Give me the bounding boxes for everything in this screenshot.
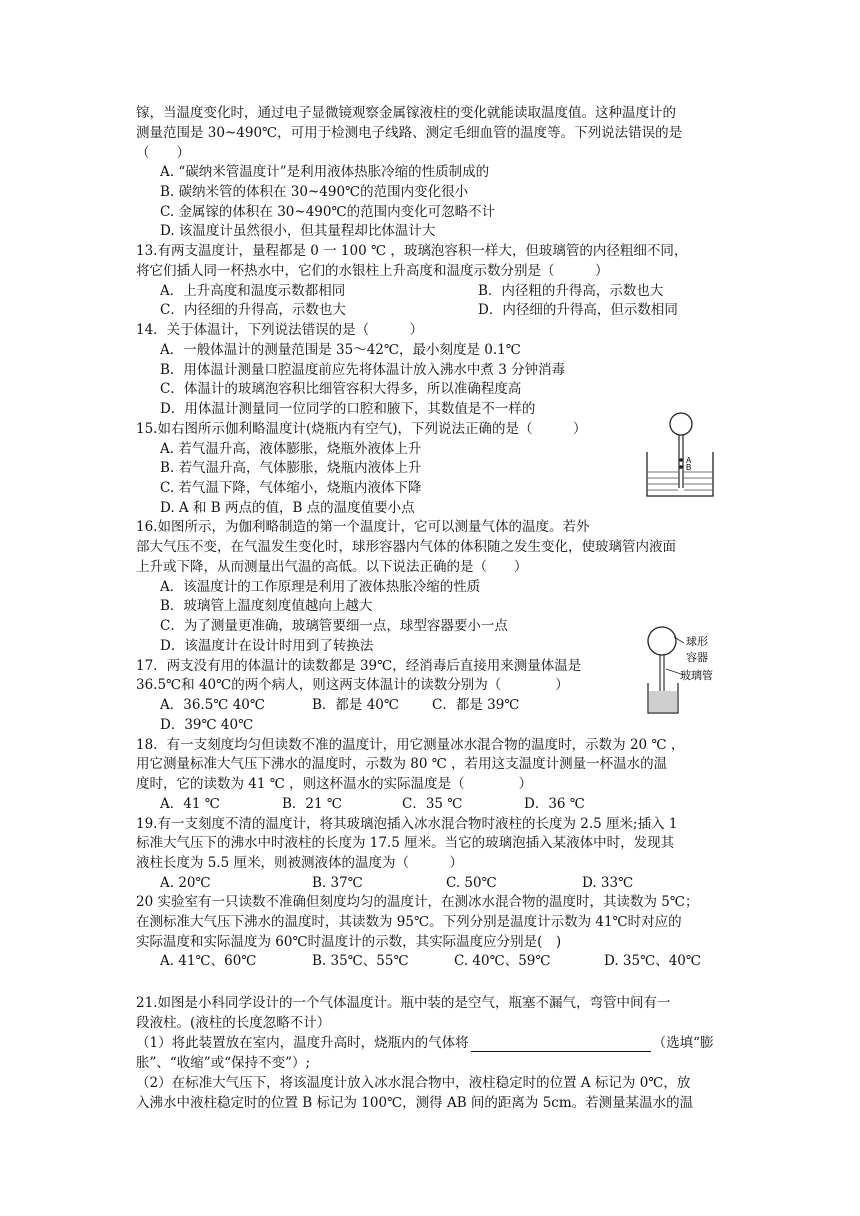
text-line: 实际温度和实际温度为 60℃时温度计的示数，其实际温度应分别是( ) <box>136 934 562 950</box>
label-container: 容器 <box>686 651 708 664</box>
question-21: 21.如图是小科同学设计的一个气体温度计。瓶中装的是空气，瓶塞不漏气，弯管中间有一 <box>136 995 671 1011</box>
text-line: 胀”、“收缩”或“保持不变”）; <box>136 1055 311 1071</box>
text-line: 镓，当温度变化时，通过电子显微镜观察金属镓液柱的变化就能读取温度值。这种温度计的 <box>136 105 676 121</box>
option-a: A. “碳纳米管温度计”是利用液体热胀冷缩的性质制成的 <box>160 164 490 180</box>
text-line: （2）在标准大气压下，将该温度计放入冰水混合物中，液柱稳定时的位置 A 标记为 0℃，放 <box>136 1075 691 1091</box>
question-14: 14．关于体温计，下列说法错误的是（ ） <box>136 322 424 338</box>
question-20: 20 实验室有一只读数不准确但刻度均匀的温度计，在测冰水混合物的温度时，其读数为 5℃； <box>136 894 699 910</box>
question-17: 17．两支没有用的体温计的读数都是 39℃，经消毒后直接用来测量体温是 <box>136 658 582 674</box>
option-d: D．该温度计在设计时用到了转换法 <box>160 638 374 654</box>
text-line: 将它们插人同一杯热水中，它们的水银柱上升高度和温度示数分别是（ ） <box>136 263 609 279</box>
option-a: A．上升高度和温度示数都相同 <box>160 283 346 299</box>
gas-thermometer-figure <box>640 625 740 715</box>
option-d: D. A 和 B 两点的值，B 点的温度值要小点 <box>160 500 415 516</box>
option-a: A. 41℃、60℃ <box>160 953 257 969</box>
option-c: C．体温计的玻璃泡容积比细管容积大得多，所以准确程度高 <box>160 381 522 397</box>
text-line <box>136 1034 714 1052</box>
option-b: B．用体温计测量口腔温度前应先将体温计放入沸水中煮 3 分钟消毒 <box>160 362 566 378</box>
option-d: D. 该温度计虽然很小，但其量程却比体温计大 <box>160 223 436 239</box>
text-line: 36.5℃和 40℃的两个病人，则这两支体温计的读数分别为（ ） <box>136 677 569 693</box>
liquid <box>649 691 677 712</box>
option-b: B. 若气温升高，气体膨胀，烧瓶内液体上升 <box>160 460 422 476</box>
option-d: D. 33℃ <box>582 875 634 891</box>
option-b: B. 35℃、55℃ <box>312 953 409 969</box>
label-b: B <box>686 463 692 472</box>
point-b <box>679 465 683 469</box>
text-line: 上升或下降，从而测量出气温的高低。以下说法正确的是（ ） <box>136 559 528 575</box>
question-13: 13.有两支温度计，量程都是 0 一 100 ℃ ，玻璃泡容积一样大，但玻璃管的内径粗细不同， <box>136 243 688 259</box>
text-line: 标准大气压下的沸水中时液柱的长度为 17.5 厘米。当它的玻璃泡插入某液体中时，发现其 <box>136 835 675 851</box>
option-a: A. 20℃ <box>160 875 211 891</box>
option-c: C. 金属镓的体积在 30~490℃的范围内变化可忽略不计 <box>160 204 496 220</box>
text-line: 段液柱。(液柱的长度忽略不计） <box>136 1015 331 1031</box>
text-line: （ ） <box>136 145 190 161</box>
answer-blank[interactable] <box>471 1037 651 1052</box>
option-c: C. 若气温下降，气体缩小，烧瓶内液体下降 <box>160 480 422 496</box>
label-tube: 玻璃管 <box>680 669 713 682</box>
text-line: 部大气压不变，在气温发生变化时，球形容器内气体的体积随之发生变化，使玻璃管内液面 <box>136 539 676 555</box>
option-b: B. 碳纳米管的体积在 30~490℃的范围内变化很小 <box>160 184 469 200</box>
text-line: 入沸水中液柱稳定时的位置 B 标记为 100℃，测得 AB 间的距离为 5cm。若测量某温水的温 <box>136 1095 694 1111</box>
option-b: B．都是 40℃ <box>312 697 399 713</box>
option-a: A．一般体温计的测量范围是 35～42℃，最小刻度是 0.1℃ <box>160 342 521 358</box>
text-part: （选填“膨 <box>652 1035 714 1051</box>
text-line: 在测标准大气压下沸水的温度时，其读数为 95℃。下列分别是温度计示数为 41℃时对应的 <box>136 914 682 930</box>
spherical-container <box>648 627 676 655</box>
option-d: D．用体温计测量同一位同学的口腔和腋下，其数值是不一样的 <box>160 401 536 417</box>
flask-bulb <box>670 413 692 435</box>
option-c: C．内径细的升得高，示数也大 <box>160 302 346 318</box>
galileo-thermometer-figure <box>635 410 725 500</box>
liquid-lines <box>648 472 712 490</box>
option-a: A．36.5℃ 40℃ <box>160 697 265 713</box>
label-a: A <box>686 456 692 465</box>
option-d: D．36 ℃ <box>524 796 585 812</box>
option-a: A．该温度计的工作原理是利用了液体热胀冷缩的性质 <box>160 579 481 595</box>
question-16: 16.如图所示，为伽利略制造的第一个温度计，它可以测量气体的温度。若外 <box>136 519 590 535</box>
label-ball: 球形 <box>686 635 708 648</box>
option-d: D. 35℃、40℃ <box>604 953 701 969</box>
question-18: 18．有一支刻度均匀但读数不准的温度计，用它测量冰水混合物的温度时，示数为 20 ℃ ， <box>136 737 685 753</box>
question-19: 19.有一支刻度不清的温度计，将其玻璃泡插入冰水混合物时液柱的长度为 2.5 厘米;插入 1 <box>136 816 678 832</box>
option-a: A．41 ℃ <box>160 796 220 812</box>
option-b: B．21 ℃ <box>282 796 342 812</box>
option-c: C．都是 39℃ <box>432 697 520 713</box>
text-line: 用它测量标准大气压下沸水的温度时，示数为 80 ℃ ，若用这支温度计测量一杯温水的温 <box>136 756 668 772</box>
option-c: C．为了测量更准确，玻璃管要细一点，球型容器要小一点 <box>160 618 508 634</box>
question-15: 15.如右图所示伽利略温度计(烧瓶内有空气)，下列说法正确的是（ ） <box>136 421 587 437</box>
option-b: B. 37℃ <box>312 875 363 891</box>
option-d: D．内径细的升得高，但示数相同 <box>478 302 678 318</box>
text-part: （1）将此装置放在室内，温度升高时，烧瓶内的气体将 <box>136 1035 469 1051</box>
text-line: 度时，它的读数为 41 ℃ ，则这杯温水的实际温度是（ ） <box>136 776 533 792</box>
option-b: B．玻璃管上温度刻度值越向上越大 <box>160 598 373 614</box>
option-d: D．39℃ 40℃ <box>160 717 254 733</box>
option-c: C．35 ℃ <box>402 796 463 812</box>
option-c: C. 40℃、59℃ <box>454 953 551 969</box>
option-c: C. 50℃ <box>446 875 497 891</box>
option-a: A. 若气温升高，液体膨胀，烧瓶外液体上升 <box>160 441 422 457</box>
point-a <box>679 458 683 462</box>
text-line: 测量范围是 30~490℃，可用于检测电子线路、测定毛细血管的温度等。下列说法错误的是 <box>136 125 683 141</box>
text-line: 液柱长度为 5.5 厘米，则被测液体的温度为（ ） <box>136 855 464 871</box>
option-b: B．内径粗的升得高，示数也大 <box>478 283 664 299</box>
